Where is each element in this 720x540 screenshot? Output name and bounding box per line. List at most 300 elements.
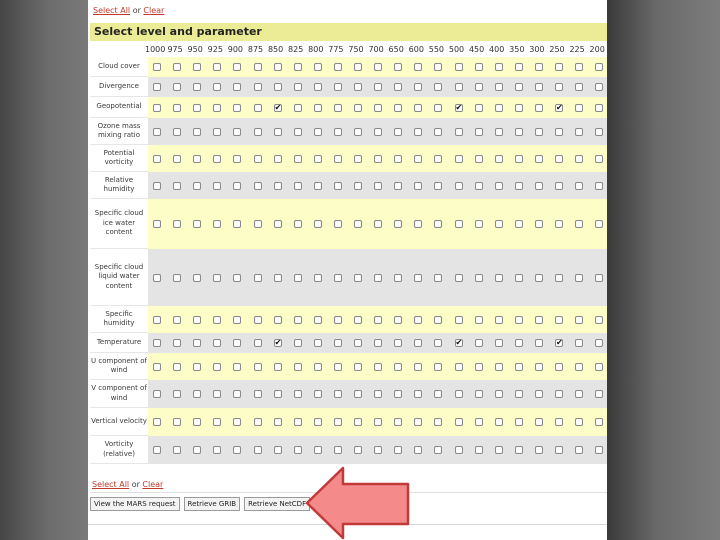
checkbox-divergence-300[interactable] bbox=[535, 83, 543, 91]
checkbox-u-component-of-wind-300[interactable] bbox=[535, 363, 543, 371]
checkbox-specific-humidity-600[interactable] bbox=[414, 316, 422, 324]
checkbox-relative-humidity-450[interactable] bbox=[475, 182, 483, 190]
checkbox-vertical-velocity-250[interactable] bbox=[555, 418, 563, 426]
checkbox-specific-cloud-ice-water-content-250[interactable] bbox=[555, 220, 563, 228]
checkbox-vorticity-relative-1000[interactable] bbox=[153, 446, 161, 454]
checkbox-u-component-of-wind-900[interactable] bbox=[233, 363, 241, 371]
checkbox-vertical-velocity-750[interactable] bbox=[354, 418, 362, 426]
checkbox-vorticity-relative-925[interactable] bbox=[213, 446, 221, 454]
checkbox-specific-cloud-liquid-water-content-1000[interactable] bbox=[153, 274, 161, 282]
checkbox-vorticity-relative-600[interactable] bbox=[414, 446, 422, 454]
checkbox-vorticity-relative-875[interactable] bbox=[254, 446, 262, 454]
checkbox-specific-cloud-ice-water-content-350[interactable] bbox=[515, 220, 523, 228]
select-all-link-bottom[interactable]: Select All bbox=[92, 480, 130, 489]
checkbox-ozone-mass-mixing-ratio-500[interactable] bbox=[455, 128, 463, 136]
checkbox-divergence-775[interactable] bbox=[334, 83, 342, 91]
checkbox-cloud-cover-550[interactable] bbox=[434, 63, 442, 71]
checkbox-specific-cloud-liquid-water-content-875[interactable] bbox=[254, 274, 262, 282]
checkbox-cloud-cover-650[interactable] bbox=[394, 63, 402, 71]
checkbox-v-component-of-wind-900[interactable] bbox=[233, 390, 241, 398]
checkbox-relative-humidity-500[interactable] bbox=[455, 182, 463, 190]
checkbox-potential-vorticity-200[interactable] bbox=[595, 155, 603, 163]
checkbox-specific-cloud-liquid-water-content-350[interactable] bbox=[515, 274, 523, 282]
checkbox-specific-cloud-liquid-water-content-300[interactable] bbox=[535, 274, 543, 282]
checkbox-specific-cloud-liquid-water-content-900[interactable] bbox=[233, 274, 241, 282]
checkbox-geopotential-950[interactable] bbox=[193, 104, 201, 112]
checkbox-divergence-250[interactable] bbox=[555, 83, 563, 91]
checkbox-relative-humidity-825[interactable] bbox=[294, 182, 302, 190]
checkbox-potential-vorticity-250[interactable] bbox=[555, 155, 563, 163]
checkbox-specific-humidity-850[interactable] bbox=[274, 316, 282, 324]
checkbox-u-component-of-wind-825[interactable] bbox=[294, 363, 302, 371]
checkbox-temperature-250[interactable]: ✔ bbox=[556, 338, 563, 347]
checkbox-cloud-cover-700[interactable] bbox=[374, 63, 382, 71]
checkbox-relative-humidity-600[interactable] bbox=[414, 182, 422, 190]
checkbox-v-component-of-wind-550[interactable] bbox=[434, 390, 442, 398]
checkbox-specific-cloud-liquid-water-content-600[interactable] bbox=[414, 274, 422, 282]
checkbox-v-component-of-wind-775[interactable] bbox=[334, 390, 342, 398]
checkbox-vertical-velocity-300[interactable] bbox=[535, 418, 543, 426]
checkbox-ozone-mass-mixing-ratio-800[interactable] bbox=[314, 128, 322, 136]
checkbox-specific-cloud-liquid-water-content-750[interactable] bbox=[354, 274, 362, 282]
checkbox-specific-cloud-ice-water-content-400[interactable] bbox=[495, 220, 503, 228]
checkbox-specific-cloud-ice-water-content-600[interactable] bbox=[414, 220, 422, 228]
checkbox-geopotential-900[interactable] bbox=[233, 104, 241, 112]
checkbox-temperature-700[interactable] bbox=[374, 339, 382, 347]
checkbox-ozone-mass-mixing-ratio-300[interactable] bbox=[535, 128, 543, 136]
checkbox-potential-vorticity-975[interactable] bbox=[173, 155, 181, 163]
checkbox-specific-cloud-ice-water-content-850[interactable] bbox=[274, 220, 282, 228]
checkbox-cloud-cover-850[interactable] bbox=[274, 63, 282, 71]
checkbox-geopotential-550[interactable] bbox=[434, 104, 442, 112]
checkbox-vorticity-relative-750[interactable] bbox=[354, 446, 362, 454]
checkbox-vertical-velocity-225[interactable] bbox=[575, 418, 583, 426]
checkbox-specific-humidity-500[interactable] bbox=[455, 316, 463, 324]
checkbox-ozone-mass-mixing-ratio-925[interactable] bbox=[213, 128, 221, 136]
checkbox-potential-vorticity-875[interactable] bbox=[254, 155, 262, 163]
retrieve-netcdf-button[interactable]: Retrieve NetCDF bbox=[244, 497, 310, 511]
checkbox-specific-humidity-750[interactable] bbox=[354, 316, 362, 324]
checkbox-specific-cloud-liquid-water-content-825[interactable] bbox=[294, 274, 302, 282]
checkbox-u-component-of-wind-200[interactable] bbox=[595, 363, 603, 371]
checkbox-specific-cloud-ice-water-content-225[interactable] bbox=[575, 220, 583, 228]
retrieve-grib-button[interactable]: Retrieve GRIB bbox=[184, 497, 241, 511]
checkbox-vorticity-relative-250[interactable] bbox=[555, 446, 563, 454]
checkbox-v-component-of-wind-650[interactable] bbox=[394, 390, 402, 398]
checkbox-geopotential-450[interactable] bbox=[475, 104, 483, 112]
checkbox-specific-cloud-liquid-water-content-250[interactable] bbox=[555, 274, 563, 282]
checkbox-vorticity-relative-400[interactable] bbox=[495, 446, 503, 454]
checkbox-cloud-cover-900[interactable] bbox=[233, 63, 241, 71]
checkbox-potential-vorticity-300[interactable] bbox=[535, 155, 543, 163]
checkbox-v-component-of-wind-750[interactable] bbox=[354, 390, 362, 398]
checkbox-v-component-of-wind-400[interactable] bbox=[495, 390, 503, 398]
checkbox-cloud-cover-450[interactable] bbox=[475, 63, 483, 71]
checkbox-specific-cloud-ice-water-content-1000[interactable] bbox=[153, 220, 161, 228]
checkbox-u-component-of-wind-600[interactable] bbox=[414, 363, 422, 371]
checkbox-v-component-of-wind-200[interactable] bbox=[595, 390, 603, 398]
checkbox-relative-humidity-975[interactable] bbox=[173, 182, 181, 190]
checkbox-u-component-of-wind-250[interactable] bbox=[555, 363, 563, 371]
checkbox-potential-vorticity-350[interactable] bbox=[515, 155, 523, 163]
checkbox-temperature-350[interactable] bbox=[515, 339, 523, 347]
checkbox-potential-vorticity-775[interactable] bbox=[334, 155, 342, 163]
checkbox-ozone-mass-mixing-ratio-450[interactable] bbox=[475, 128, 483, 136]
checkbox-temperature-500[interactable]: ✔ bbox=[455, 338, 463, 347]
checkbox-potential-vorticity-600[interactable] bbox=[414, 155, 422, 163]
checkbox-v-component-of-wind-925[interactable] bbox=[213, 390, 221, 398]
checkbox-vertical-velocity-775[interactable] bbox=[334, 418, 342, 426]
checkbox-v-component-of-wind-1000[interactable] bbox=[153, 390, 161, 398]
checkbox-divergence-975[interactable] bbox=[173, 83, 181, 91]
checkbox-specific-cloud-ice-water-content-775[interactable] bbox=[334, 220, 342, 228]
checkbox-cloud-cover-975[interactable] bbox=[173, 63, 181, 71]
checkbox-u-component-of-wind-975[interactable] bbox=[173, 363, 181, 371]
checkbox-divergence-750[interactable] bbox=[354, 83, 362, 91]
checkbox-potential-vorticity-800[interactable] bbox=[314, 155, 322, 163]
checkbox-ozone-mass-mixing-ratio-850[interactable] bbox=[274, 128, 282, 136]
checkbox-temperature-750[interactable] bbox=[354, 339, 362, 347]
checkbox-u-component-of-wind-950[interactable] bbox=[193, 363, 201, 371]
checkbox-vorticity-relative-450[interactable] bbox=[475, 446, 483, 454]
checkbox-vertical-velocity-200[interactable] bbox=[595, 418, 603, 426]
checkbox-geopotential-700[interactable] bbox=[374, 104, 382, 112]
checkbox-specific-humidity-250[interactable] bbox=[555, 316, 563, 324]
checkbox-vertical-velocity-925[interactable] bbox=[213, 418, 221, 426]
checkbox-u-component-of-wind-650[interactable] bbox=[394, 363, 402, 371]
checkbox-divergence-925[interactable] bbox=[213, 83, 221, 91]
checkbox-ozone-mass-mixing-ratio-400[interactable] bbox=[495, 128, 503, 136]
checkbox-cloud-cover-500[interactable] bbox=[455, 63, 463, 71]
checkbox-cloud-cover-200[interactable] bbox=[595, 63, 603, 71]
checkbox-vertical-velocity-700[interactable] bbox=[374, 418, 382, 426]
checkbox-vorticity-relative-550[interactable] bbox=[434, 446, 442, 454]
checkbox-specific-cloud-ice-water-content-500[interactable] bbox=[455, 220, 463, 228]
checkbox-u-component-of-wind-875[interactable] bbox=[254, 363, 262, 371]
checkbox-u-component-of-wind-700[interactable] bbox=[374, 363, 382, 371]
checkbox-vertical-velocity-350[interactable] bbox=[515, 418, 523, 426]
checkbox-cloud-cover-925[interactable] bbox=[213, 63, 221, 71]
checkbox-relative-humidity-950[interactable] bbox=[193, 182, 201, 190]
checkbox-cloud-cover-1000[interactable] bbox=[153, 63, 161, 71]
checkbox-specific-cloud-liquid-water-content-850[interactable] bbox=[274, 274, 282, 282]
checkbox-specific-humidity-1000[interactable] bbox=[153, 316, 161, 324]
checkbox-relative-humidity-650[interactable] bbox=[394, 182, 402, 190]
checkbox-potential-vorticity-550[interactable] bbox=[434, 155, 442, 163]
checkbox-geopotential-925[interactable] bbox=[213, 104, 221, 112]
checkbox-divergence-1000[interactable] bbox=[153, 83, 161, 91]
checkbox-vertical-velocity-550[interactable] bbox=[434, 418, 442, 426]
checkbox-relative-humidity-900[interactable] bbox=[233, 182, 241, 190]
checkbox-v-component-of-wind-300[interactable] bbox=[535, 390, 543, 398]
checkbox-cloud-cover-400[interactable] bbox=[495, 63, 503, 71]
checkbox-specific-cloud-liquid-water-content-650[interactable] bbox=[394, 274, 402, 282]
checkbox-geopotential-400[interactable] bbox=[495, 104, 503, 112]
checkbox-vertical-velocity-400[interactable] bbox=[495, 418, 503, 426]
checkbox-ozone-mass-mixing-ratio-825[interactable] bbox=[294, 128, 302, 136]
checkbox-geopotential-500[interactable]: ✔ bbox=[455, 102, 463, 112]
checkbox-divergence-900[interactable] bbox=[233, 83, 241, 91]
checkbox-vertical-velocity-900[interactable] bbox=[233, 418, 241, 426]
checkbox-specific-cloud-ice-water-content-875[interactable] bbox=[254, 220, 262, 228]
checkbox-relative-humidity-875[interactable] bbox=[254, 182, 262, 190]
checkbox-v-component-of-wind-500[interactable] bbox=[455, 390, 463, 398]
checkbox-specific-humidity-775[interactable] bbox=[334, 316, 342, 324]
checkbox-divergence-350[interactable] bbox=[515, 83, 523, 91]
checkbox-geopotential-250[interactable]: ✔ bbox=[556, 102, 563, 112]
checkbox-divergence-875[interactable] bbox=[254, 83, 262, 91]
checkbox-relative-humidity-925[interactable] bbox=[213, 182, 221, 190]
checkbox-specific-cloud-ice-water-content-975[interactable] bbox=[173, 220, 181, 228]
checkbox-specific-cloud-liquid-water-content-550[interactable] bbox=[434, 274, 442, 282]
checkbox-geopotential-850[interactable]: ✔ bbox=[274, 102, 282, 112]
checkbox-ozone-mass-mixing-ratio-900[interactable] bbox=[233, 128, 241, 136]
checkbox-potential-vorticity-900[interactable] bbox=[233, 155, 241, 163]
checkbox-temperature-450[interactable] bbox=[475, 339, 483, 347]
checkbox-specific-humidity-925[interactable] bbox=[213, 316, 221, 324]
checkbox-ozone-mass-mixing-ratio-550[interactable] bbox=[434, 128, 442, 136]
checkbox-u-component-of-wind-800[interactable] bbox=[314, 363, 322, 371]
checkbox-specific-cloud-ice-water-content-550[interactable] bbox=[434, 220, 442, 228]
checkbox-geopotential-1000[interactable] bbox=[153, 104, 161, 112]
checkbox-geopotential-600[interactable] bbox=[414, 104, 422, 112]
checkbox-specific-humidity-975[interactable] bbox=[173, 316, 181, 324]
checkbox-potential-vorticity-750[interactable] bbox=[354, 155, 362, 163]
checkbox-specific-cloud-liquid-water-content-450[interactable] bbox=[475, 274, 483, 282]
checkbox-vertical-velocity-950[interactable] bbox=[193, 418, 201, 426]
checkbox-divergence-650[interactable] bbox=[394, 83, 402, 91]
checkbox-divergence-200[interactable] bbox=[595, 83, 603, 91]
checkbox-relative-humidity-300[interactable] bbox=[535, 182, 543, 190]
checkbox-specific-cloud-liquid-water-content-925[interactable] bbox=[213, 274, 221, 282]
checkbox-vorticity-relative-775[interactable] bbox=[334, 446, 342, 454]
checkbox-v-component-of-wind-450[interactable] bbox=[475, 390, 483, 398]
checkbox-geopotential-225[interactable] bbox=[575, 104, 583, 112]
checkbox-divergence-400[interactable] bbox=[495, 83, 503, 91]
checkbox-relative-humidity-225[interactable] bbox=[575, 182, 583, 190]
checkbox-vertical-velocity-450[interactable] bbox=[475, 418, 483, 426]
checkbox-ozone-mass-mixing-ratio-600[interactable] bbox=[414, 128, 422, 136]
checkbox-specific-humidity-650[interactable] bbox=[394, 316, 402, 324]
checkbox-relative-humidity-850[interactable] bbox=[274, 182, 282, 190]
checkbox-vorticity-relative-700[interactable] bbox=[374, 446, 382, 454]
checkbox-v-component-of-wind-825[interactable] bbox=[294, 390, 302, 398]
checkbox-divergence-450[interactable] bbox=[475, 83, 483, 91]
checkbox-temperature-875[interactable] bbox=[254, 339, 262, 347]
checkbox-specific-cloud-liquid-water-content-400[interactable] bbox=[495, 274, 503, 282]
checkbox-relative-humidity-400[interactable] bbox=[495, 182, 503, 190]
checkbox-divergence-550[interactable] bbox=[434, 83, 442, 91]
checkbox-ozone-mass-mixing-ratio-200[interactable] bbox=[595, 128, 603, 136]
checkbox-specific-humidity-875[interactable] bbox=[254, 316, 262, 324]
checkbox-temperature-650[interactable] bbox=[394, 339, 402, 347]
checkbox-relative-humidity-775[interactable] bbox=[334, 182, 342, 190]
checkbox-vertical-velocity-875[interactable] bbox=[254, 418, 262, 426]
checkbox-geopotential-300[interactable] bbox=[535, 104, 543, 112]
checkbox-specific-humidity-200[interactable] bbox=[595, 316, 603, 324]
checkbox-specific-cloud-ice-water-content-925[interactable] bbox=[213, 220, 221, 228]
checkbox-potential-vorticity-500[interactable] bbox=[455, 155, 463, 163]
checkbox-cloud-cover-950[interactable] bbox=[193, 63, 201, 71]
checkbox-divergence-600[interactable] bbox=[414, 83, 422, 91]
checkbox-relative-humidity-250[interactable] bbox=[555, 182, 563, 190]
checkbox-divergence-700[interactable] bbox=[374, 83, 382, 91]
checkbox-specific-cloud-liquid-water-content-975[interactable] bbox=[173, 274, 181, 282]
checkbox-specific-humidity-950[interactable] bbox=[193, 316, 201, 324]
checkbox-divergence-825[interactable] bbox=[294, 83, 302, 91]
checkbox-ozone-mass-mixing-ratio-700[interactable] bbox=[374, 128, 382, 136]
checkbox-specific-humidity-550[interactable] bbox=[434, 316, 442, 324]
checkbox-v-component-of-wind-225[interactable] bbox=[575, 390, 583, 398]
checkbox-geopotential-825[interactable] bbox=[294, 104, 302, 112]
checkbox-u-component-of-wind-850[interactable] bbox=[274, 363, 282, 371]
checkbox-v-component-of-wind-700[interactable] bbox=[374, 390, 382, 398]
checkbox-ozone-mass-mixing-ratio-1000[interactable] bbox=[153, 128, 161, 136]
checkbox-geopotential-200[interactable] bbox=[595, 104, 603, 112]
checkbox-specific-humidity-450[interactable] bbox=[475, 316, 483, 324]
checkbox-vorticity-relative-350[interactable] bbox=[515, 446, 523, 454]
checkbox-potential-vorticity-400[interactable] bbox=[495, 155, 503, 163]
checkbox-u-component-of-wind-925[interactable] bbox=[213, 363, 221, 371]
checkbox-cloud-cover-875[interactable] bbox=[254, 63, 262, 71]
checkbox-geopotential-650[interactable] bbox=[394, 104, 402, 112]
checkbox-vertical-velocity-825[interactable] bbox=[294, 418, 302, 426]
checkbox-u-component-of-wind-450[interactable] bbox=[475, 363, 483, 371]
checkbox-u-component-of-wind-350[interactable] bbox=[515, 363, 523, 371]
checkbox-temperature-300[interactable] bbox=[535, 339, 543, 347]
checkbox-u-component-of-wind-400[interactable] bbox=[495, 363, 503, 371]
checkbox-potential-vorticity-225[interactable] bbox=[575, 155, 583, 163]
checkbox-ozone-mass-mixing-ratio-225[interactable] bbox=[575, 128, 583, 136]
checkbox-u-component-of-wind-750[interactable] bbox=[354, 363, 362, 371]
checkbox-temperature-1000[interactable] bbox=[153, 339, 161, 347]
checkbox-vorticity-relative-800[interactable] bbox=[314, 446, 322, 454]
checkbox-cloud-cover-300[interactable] bbox=[535, 63, 543, 71]
checkbox-vertical-velocity-1000[interactable] bbox=[153, 418, 161, 426]
checkbox-specific-humidity-225[interactable] bbox=[575, 316, 583, 324]
checkbox-specific-cloud-ice-water-content-800[interactable] bbox=[314, 220, 322, 228]
checkbox-vorticity-relative-650[interactable] bbox=[394, 446, 402, 454]
checkbox-specific-humidity-350[interactable] bbox=[515, 316, 523, 324]
checkbox-temperature-825[interactable] bbox=[294, 339, 302, 347]
checkbox-potential-vorticity-450[interactable] bbox=[475, 155, 483, 163]
checkbox-specific-cloud-ice-water-content-450[interactable] bbox=[475, 220, 483, 228]
checkbox-relative-humidity-200[interactable] bbox=[595, 182, 603, 190]
checkbox-geopotential-875[interactable] bbox=[254, 104, 262, 112]
checkbox-specific-cloud-ice-water-content-900[interactable] bbox=[233, 220, 241, 228]
checkbox-v-component-of-wind-875[interactable] bbox=[254, 390, 262, 398]
checkbox-specific-cloud-liquid-water-content-950[interactable] bbox=[193, 274, 201, 282]
checkbox-ozone-mass-mixing-ratio-750[interactable] bbox=[354, 128, 362, 136]
checkbox-potential-vorticity-925[interactable] bbox=[213, 155, 221, 163]
checkbox-ozone-mass-mixing-ratio-350[interactable] bbox=[515, 128, 523, 136]
checkbox-specific-cloud-ice-water-content-825[interactable] bbox=[294, 220, 302, 228]
checkbox-vorticity-relative-300[interactable] bbox=[535, 446, 543, 454]
checkbox-ozone-mass-mixing-ratio-775[interactable] bbox=[334, 128, 342, 136]
checkbox-ozone-mass-mixing-ratio-950[interactable] bbox=[193, 128, 201, 136]
checkbox-v-component-of-wind-250[interactable] bbox=[555, 390, 563, 398]
clear-link-top[interactable]: Clear bbox=[143, 6, 165, 15]
checkbox-specific-humidity-400[interactable] bbox=[495, 316, 503, 324]
checkbox-specific-cloud-liquid-water-content-500[interactable] bbox=[455, 274, 463, 282]
checkbox-cloud-cover-225[interactable] bbox=[575, 63, 583, 71]
checkbox-divergence-800[interactable] bbox=[314, 83, 322, 91]
checkbox-cloud-cover-600[interactable] bbox=[414, 63, 422, 71]
checkbox-vorticity-relative-900[interactable] bbox=[233, 446, 241, 454]
checkbox-vertical-velocity-600[interactable] bbox=[414, 418, 422, 426]
checkbox-relative-humidity-750[interactable] bbox=[354, 182, 362, 190]
checkbox-relative-humidity-700[interactable] bbox=[374, 182, 382, 190]
checkbox-relative-humidity-550[interactable] bbox=[434, 182, 442, 190]
checkbox-v-component-of-wind-800[interactable] bbox=[314, 390, 322, 398]
checkbox-cloud-cover-775[interactable] bbox=[334, 63, 342, 71]
view-mars-request-button[interactable]: View the MARS request bbox=[90, 497, 180, 511]
checkbox-v-component-of-wind-950[interactable] bbox=[193, 390, 201, 398]
checkbox-specific-humidity-800[interactable] bbox=[314, 316, 322, 324]
checkbox-temperature-200[interactable] bbox=[595, 339, 603, 347]
checkbox-specific-cloud-ice-water-content-950[interactable] bbox=[193, 220, 201, 228]
checkbox-vorticity-relative-825[interactable] bbox=[294, 446, 302, 454]
checkbox-temperature-400[interactable] bbox=[495, 339, 503, 347]
checkbox-specific-cloud-ice-water-content-700[interactable] bbox=[374, 220, 382, 228]
checkbox-vertical-velocity-850[interactable] bbox=[274, 418, 282, 426]
checkbox-specific-cloud-liquid-water-content-775[interactable] bbox=[334, 274, 342, 282]
checkbox-specific-humidity-700[interactable] bbox=[374, 316, 382, 324]
checkbox-temperature-225[interactable] bbox=[575, 339, 583, 347]
checkbox-specific-humidity-300[interactable] bbox=[535, 316, 543, 324]
checkbox-ozone-mass-mixing-ratio-250[interactable] bbox=[555, 128, 563, 136]
checkbox-vorticity-relative-850[interactable] bbox=[274, 446, 282, 454]
checkbox-ozone-mass-mixing-ratio-650[interactable] bbox=[394, 128, 402, 136]
checkbox-u-component-of-wind-1000[interactable] bbox=[153, 363, 161, 371]
checkbox-temperature-775[interactable] bbox=[334, 339, 342, 347]
checkbox-temperature-550[interactable] bbox=[434, 339, 442, 347]
checkbox-temperature-925[interactable] bbox=[213, 339, 221, 347]
checkbox-specific-humidity-900[interactable] bbox=[233, 316, 241, 324]
checkbox-vorticity-relative-975[interactable] bbox=[173, 446, 181, 454]
checkbox-specific-cloud-ice-water-content-650[interactable] bbox=[394, 220, 402, 228]
select-all-link-top[interactable]: Select All bbox=[93, 6, 131, 15]
checkbox-geopotential-975[interactable] bbox=[173, 104, 181, 112]
checkbox-u-component-of-wind-500[interactable] bbox=[455, 363, 463, 371]
checkbox-specific-cloud-ice-water-content-200[interactable] bbox=[595, 220, 603, 228]
checkbox-temperature-950[interactable] bbox=[193, 339, 201, 347]
checkbox-geopotential-775[interactable] bbox=[334, 104, 342, 112]
checkbox-specific-cloud-liquid-water-content-800[interactable] bbox=[314, 274, 322, 282]
checkbox-geopotential-800[interactable] bbox=[314, 104, 322, 112]
checkbox-u-component-of-wind-225[interactable] bbox=[575, 363, 583, 371]
checkbox-vertical-velocity-650[interactable] bbox=[394, 418, 402, 426]
checkbox-specific-cloud-ice-water-content-300[interactable] bbox=[535, 220, 543, 228]
checkbox-relative-humidity-800[interactable] bbox=[314, 182, 322, 190]
checkbox-temperature-800[interactable] bbox=[314, 339, 322, 347]
checkbox-specific-cloud-liquid-water-content-225[interactable] bbox=[575, 274, 583, 282]
checkbox-v-component-of-wind-850[interactable] bbox=[274, 390, 282, 398]
checkbox-relative-humidity-1000[interactable] bbox=[153, 182, 161, 190]
checkbox-potential-vorticity-1000[interactable] bbox=[153, 155, 161, 163]
checkbox-temperature-850[interactable]: ✔ bbox=[274, 338, 282, 347]
checkbox-vertical-velocity-500[interactable] bbox=[455, 418, 463, 426]
checkbox-divergence-850[interactable] bbox=[274, 83, 282, 91]
checkbox-cloud-cover-750[interactable] bbox=[354, 63, 362, 71]
checkbox-specific-cloud-liquid-water-content-200[interactable] bbox=[595, 274, 603, 282]
checkbox-cloud-cover-800[interactable] bbox=[314, 63, 322, 71]
checkbox-cloud-cover-350[interactable] bbox=[515, 63, 523, 71]
checkbox-ozone-mass-mixing-ratio-975[interactable] bbox=[173, 128, 181, 136]
checkbox-specific-cloud-liquid-water-content-700[interactable] bbox=[374, 274, 382, 282]
checkbox-temperature-900[interactable] bbox=[233, 339, 241, 347]
checkbox-divergence-225[interactable] bbox=[575, 83, 583, 91]
